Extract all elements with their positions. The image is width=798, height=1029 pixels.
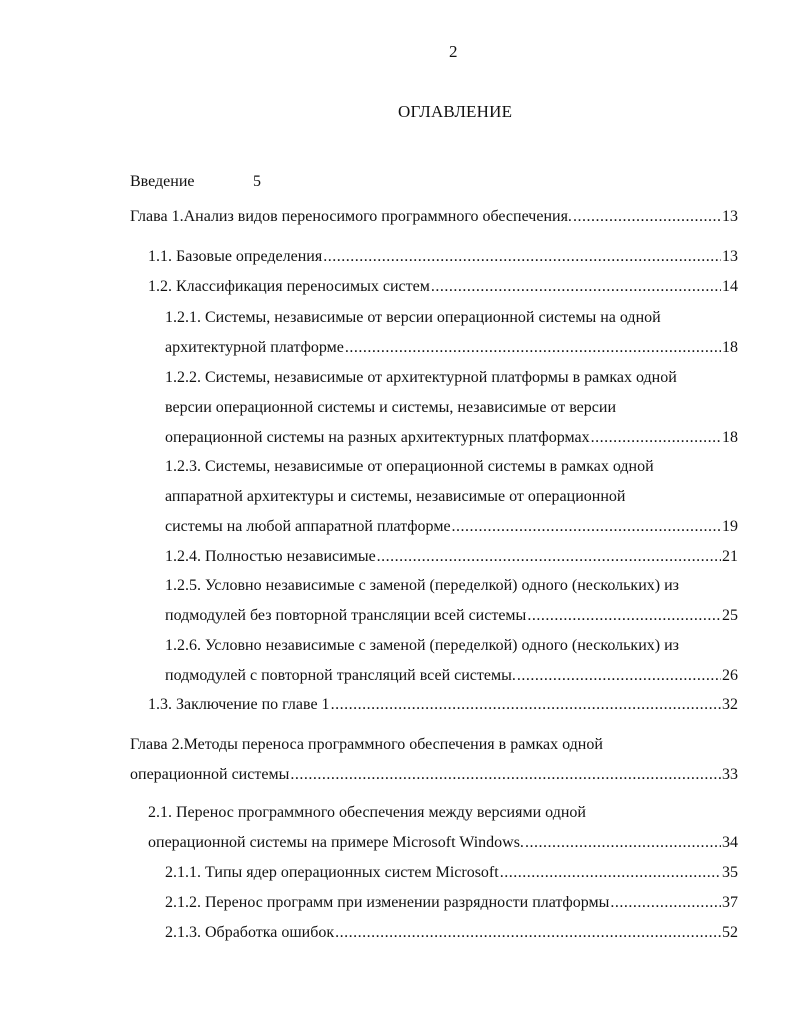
leader-dots xyxy=(500,862,721,884)
toc-entry-label: 1.2.6. Условно независимые с заменой (переделкой) одного (нескольких) из xyxy=(165,637,679,654)
leader-dots xyxy=(335,922,721,944)
toc-entry-label: аппаратной архитектуры и системы, независимые от операционной xyxy=(165,488,626,505)
toc-entry-line xyxy=(165,546,738,568)
toc-entry-line xyxy=(165,862,738,884)
toc-entry-line xyxy=(148,276,738,298)
leader-dots xyxy=(345,337,721,359)
toc-entry-line xyxy=(130,764,738,786)
toc-page-number: 25 xyxy=(722,607,738,624)
toc-title: ОГЛАВЛЕНИЕ xyxy=(398,102,513,121)
leader-dots xyxy=(573,206,721,228)
toc-entry-label: 1.2.4. Полностью независимые xyxy=(165,548,376,565)
toc-page-number: 26 xyxy=(722,667,738,684)
leader-dots xyxy=(525,832,721,854)
toc-entry-line xyxy=(165,575,679,597)
leader-dots xyxy=(331,694,721,716)
leader-dots xyxy=(610,892,721,914)
toc-entry-line xyxy=(148,246,738,268)
page-number: 2 xyxy=(449,42,458,61)
toc-entry-label: 1.3. Заключение по главе 1 xyxy=(148,696,330,713)
toc-entry-line xyxy=(165,605,738,627)
toc-entry-label: операционной системы на разных архитектурных платформах xyxy=(165,429,590,446)
toc-page-number: 5 xyxy=(253,173,261,190)
toc-entry-label: 2.1. Перенос программного обеспечения между версиями одной xyxy=(148,804,586,821)
toc-entry-label: 1.2.3. Системы, независимые от операционной системы в рамках одной xyxy=(165,458,654,475)
toc-entry-line xyxy=(165,427,738,449)
toc-page-number: 34 xyxy=(722,834,738,851)
toc-page-number: 21 xyxy=(722,548,738,565)
toc-entry-label: операционной системы xyxy=(130,766,290,783)
toc-entry-line xyxy=(165,307,661,329)
leader-dots xyxy=(323,246,721,268)
toc-entry-line xyxy=(165,922,738,944)
toc-entry-label: системы на любой аппаратной платформе xyxy=(165,518,451,535)
toc-entry-label: 2.1.2. Перенос программ при изменении разрядности платформы xyxy=(165,894,610,911)
toc-entry-label: Глава 2.Методы переноса программного обеспечения в рамках одной xyxy=(130,736,603,753)
toc-entry-label: подмодулей без повторной трансляции всей системы xyxy=(165,607,527,624)
toc-entry-label: подмодулей с повторной трансляций всей системы. xyxy=(165,667,516,684)
toc-entry-label: архитектурной платформе xyxy=(165,339,344,356)
leader-dots xyxy=(377,546,721,568)
toc-entry-label: 1.1. Базовые определения xyxy=(148,248,323,265)
toc-page-number: 13 xyxy=(722,208,738,225)
toc-entry-line xyxy=(130,206,738,228)
toc-entry-line xyxy=(165,486,625,508)
toc-page-number: 52 xyxy=(722,924,738,941)
toc-entry-label: 2.1.1. Типы ядер операционных систем Microsoft xyxy=(165,864,499,881)
toc-page-number: 19 xyxy=(722,518,738,535)
toc-entry-line xyxy=(165,367,677,389)
toc-entry-line xyxy=(130,734,603,756)
toc-entry-label: 1.2. Классификация переносимых систем xyxy=(148,278,430,295)
toc-entry-line xyxy=(165,397,616,419)
toc-entry-label: 2.1.3. Обработка ошибок xyxy=(165,924,335,941)
toc-entry-label: 1.2.1. Системы, независимые от версии операционной системы на одной xyxy=(165,309,661,326)
toc-entry-line xyxy=(148,694,738,716)
toc-page-number: 18 xyxy=(722,339,738,356)
toc-entry-label: версии операционной системы и системы, независимые от версии xyxy=(165,399,617,416)
toc-entry-line xyxy=(165,337,738,359)
leader-dots xyxy=(591,427,721,449)
toc-page-number: 37 xyxy=(722,894,738,911)
toc-entry-introduction xyxy=(130,171,261,193)
toc-page-number: 32 xyxy=(722,696,738,713)
toc-entry-label: операционной системы на примере Microsoft Windows. xyxy=(148,834,524,851)
toc-entry-label: 1.2.5. Условно независимые с заменой (переделкой) одного (нескольких) из xyxy=(165,577,679,594)
toc-entry-label: 1.2.2. Системы, независимые от архитектурной платформы в рамках одной xyxy=(165,369,677,386)
leader-dots xyxy=(527,605,721,627)
toc-entry-line xyxy=(165,892,738,914)
toc-page-number: 14 xyxy=(722,278,738,295)
toc-entry-line xyxy=(165,635,679,657)
toc-entry-label: Введение xyxy=(130,173,195,190)
leader-dots xyxy=(431,276,721,298)
toc-entry-line xyxy=(165,456,654,478)
toc-entry-line xyxy=(148,832,738,854)
toc-page-number: 33 xyxy=(722,766,738,783)
leader-dots xyxy=(517,665,721,687)
toc-entry-line xyxy=(148,802,586,824)
leader-dots xyxy=(290,764,721,786)
toc-page-number: 13 xyxy=(722,248,738,265)
toc-entry-label: Глава 1.Анализ видов переносимого программного обеспечения. xyxy=(130,208,572,225)
leader-dots xyxy=(452,516,721,538)
toc-page-number: 35 xyxy=(722,864,738,881)
toc-page-number: 18 xyxy=(722,429,738,446)
toc-entry-line xyxy=(165,665,738,687)
toc-entry-line xyxy=(165,516,738,538)
